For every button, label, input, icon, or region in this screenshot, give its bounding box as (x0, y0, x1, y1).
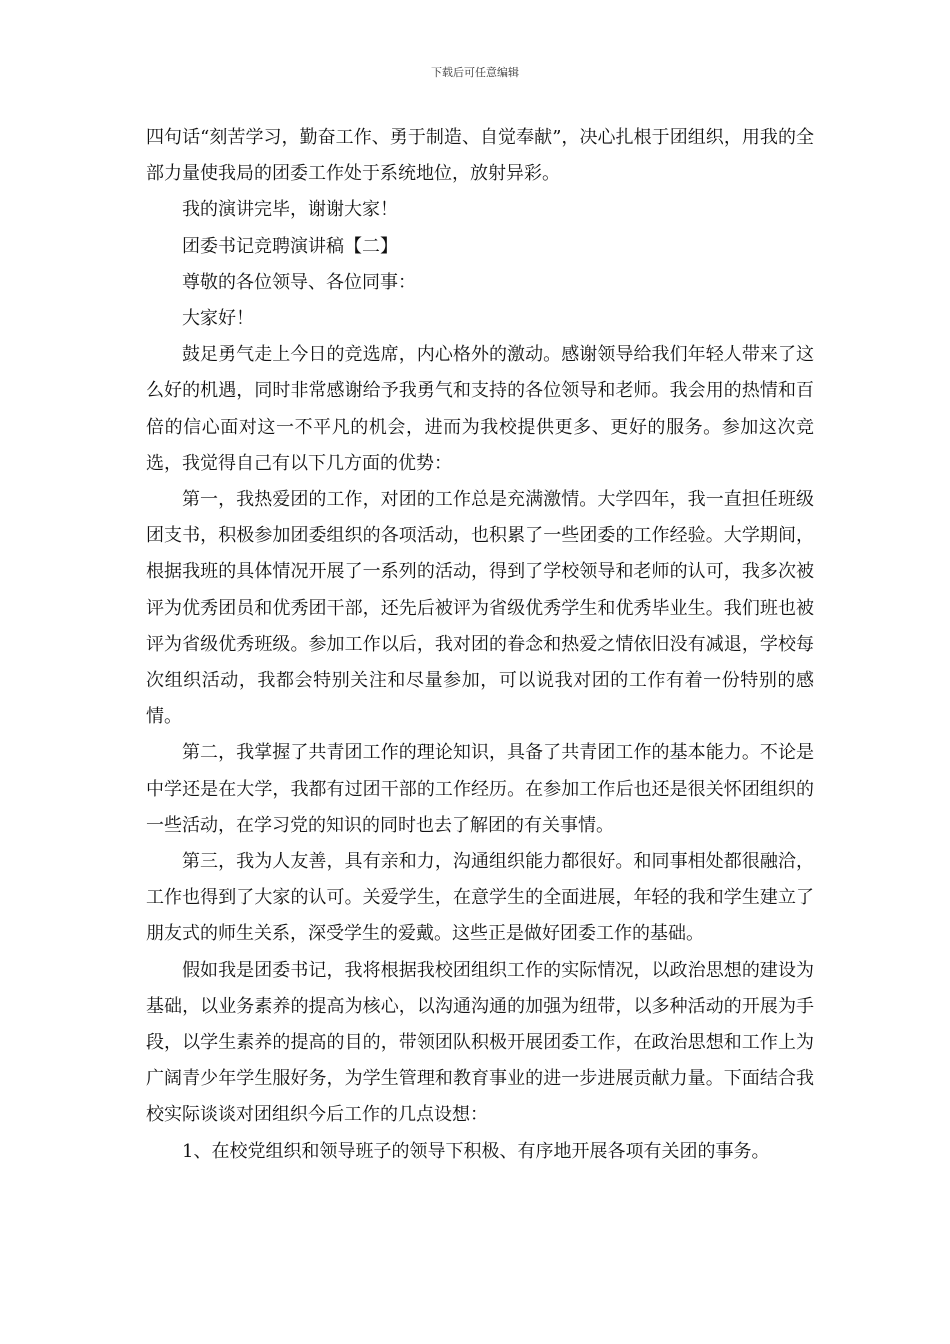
page-header-note: 下载后可任意编辑 (431, 66, 519, 79)
paragraph-continued-vow: 四句话“刻苦学习，勤奋工作、勇于制造、自觉奉献”，决心扎根于团组织，用我的全部力量使我局的团委工作处于系统地位，放射异彩。 (146, 127, 814, 185)
paragraph-plan: 假如我是团委书记，我将根据我校团组织工作的实际情况，以政治思想的建设为基础，以业务素养的提高为核心，以沟通沟通的加强为纽带，以多种活动的开展为手段，以学生素养的提高的目的，带领团队积极开展团委工作，在政治思想和工作上为广阔青少年学生服好务，为学生管理和教育事业的进一步进展贡献力量。下面结合我校实际谈谈对团组织今后工作的几点设想： (146, 959, 814, 1126)
section-title: 团委书记竞聘演讲稿【二】 (182, 235, 398, 257)
paragraph-second-advantage: 第二，我掌握了共青团工作的理论知识，具备了共青团工作的基本能力。不论是中学还是在大学，我都有过团干部的工作经历。在参加工作后也还是很关怀团组织的一些活动，在学习党的知识的同时也去了解团的有关事情。 (146, 742, 814, 836)
document-body (146, 120, 814, 1170)
paragraph-intro: 鼓足勇气走上今日的竞选席，内心格外的激动。感谢领导给我们年轻人带来了这么好的机遇，同时非常感谢给予我勇气和支持的各位领导和老师。我会用的热情和百倍的信心面对这一不平凡的机会，进而为我校提供更多、更好的服务。参加这次竞选，我觉得自己有以下几方面的优势： (146, 344, 814, 474)
greeting: 大家好！ (182, 308, 254, 330)
paragraph-closing-thanks: 我的演讲完毕，谢谢大家！ (182, 199, 398, 221)
list-item-1: 1、在校党组织和领导班子的领导下积极、有序地开展各项有关团的事务。 (182, 1140, 770, 1162)
paragraph-third-advantage: 第三，我为人友善，具有亲和力，沟通组织能力都很好。和同事相处都很融洽，工作也得到了大家的认可。关爱学生，在意学生的全面进展，年轻的我和学生建立了朋友式的师生关系，深受学生的爱戴。这些正是做好团委工作的基础。 (146, 851, 814, 945)
salutation: 尊敬的各位领导、各位同事： (182, 271, 416, 293)
paragraph-first-advantage: 第一，我热爱团的工作，对团的工作总是充满激情。大学四年，我一直担任班级团支书，积极参加团委组织的各项活动，也积累了一些团委的工作经验。大学期间，根据我班的具体情况开展了一系列的活动，得到了学校领导和老师的认可，我多次被评为优秀团员和优秀团干部，还先后被评为省级优秀学生和优秀毕业生。我们班也被评为省级优秀班级。参加工作以后，我对团的眷念和热爱之情依旧没有减退，学校每次组织活动，我都会特别关注和尽量参加，可以说我对团的工作有着一份特别的感情。 (146, 489, 814, 728)
